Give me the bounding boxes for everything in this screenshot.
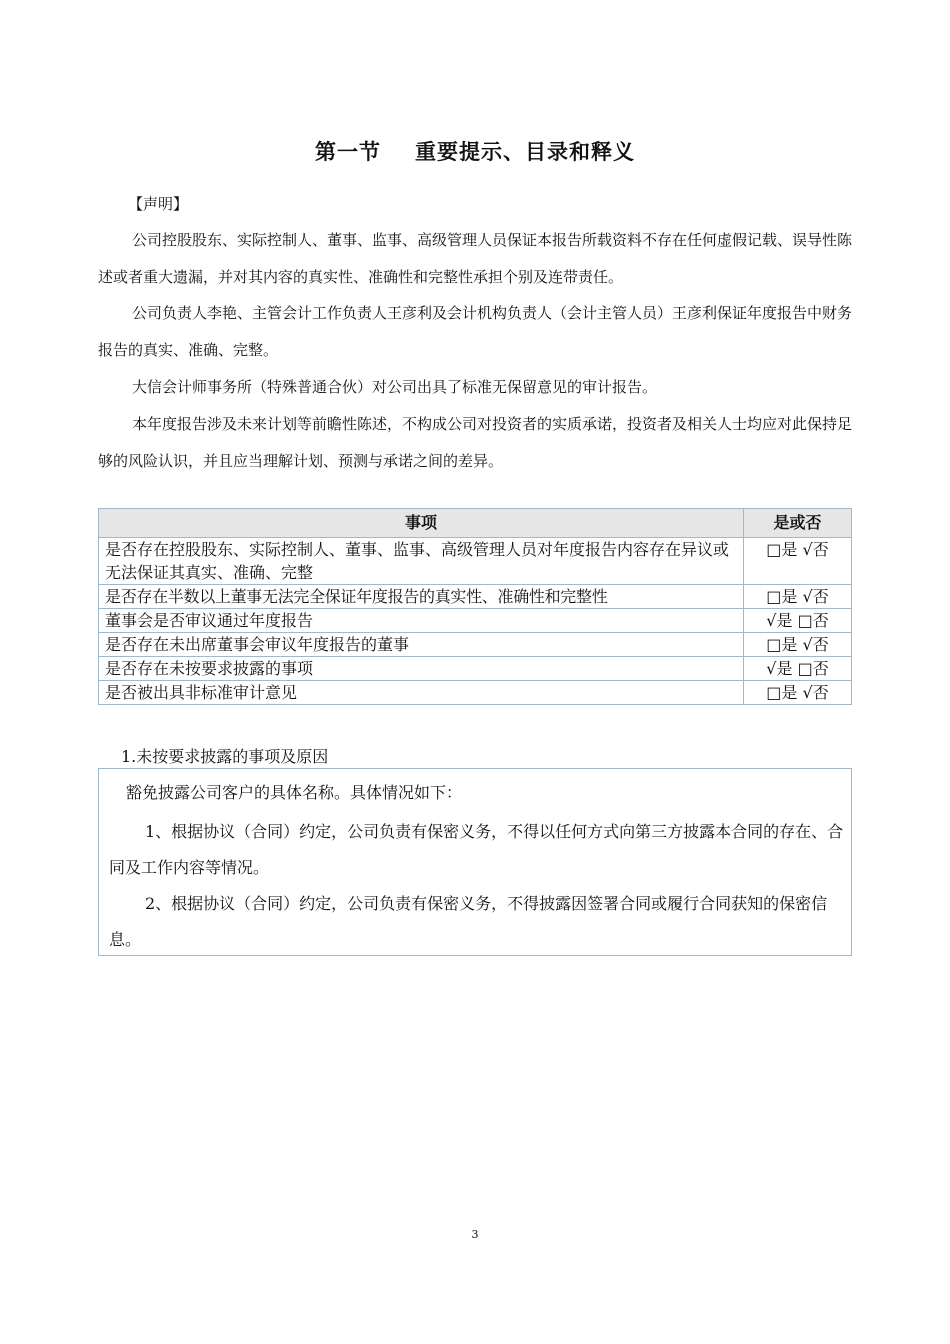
paragraph-responsible-persons: 公司负责人李艳、主管会计工作负责人王彦利及会计机构负责人（会计主管人员）王彦利保证年度报告中财务报告的真实、准确、完整。 [98, 304, 853, 359]
table-row [99, 585, 852, 609]
section-number: 第一节 [315, 140, 381, 164]
row-item: 是否存在未按要求披露的事项 [99, 657, 744, 681]
table-row [99, 657, 852, 681]
table-row [99, 538, 852, 585]
row-item: 董事会是否审议通过年度报告 [99, 609, 744, 633]
undisclosed-intro: 豁免披露公司客户的具体名称。具体情况如下： [126, 783, 463, 802]
undisclosed-point-1: 1、根据协议（合同）约定，公司负责有保密义务，不得以任何方式向第三方披露本合同的存在、合同及工作内容等情况。 [109, 822, 844, 877]
row-answer: □是 √否 [744, 585, 852, 609]
table-header-row [99, 509, 852, 538]
table-row [99, 609, 852, 633]
row-answer: √是 □否 [744, 609, 852, 633]
undisclosed-heading: 1.未按要求披露的事项及原因 [121, 747, 329, 766]
table-row [99, 681, 852, 705]
page-title [0, 136, 950, 166]
table-row [99, 633, 852, 657]
row-item: 是否存在半数以上董事无法完全保证年度报告的真实性、准确性和完整性 [99, 585, 744, 609]
paragraph-guarantee: 公司控股股东、实际控制人、董事、监事、高级管理人员保证本报告所载资料不存在任何虚假记载、误导性陈述或者重大遗漏，并对其内容的真实性、准确性和完整性承担个别及连带责任。 [98, 231, 853, 286]
declaration-label: 【声明】 [128, 195, 189, 213]
header-item: 事项 [99, 509, 744, 538]
paragraph-auditor: 大信会计师事务所（特殊普通合伙）对公司出具了标准无保留意见的审计报告。 [132, 378, 658, 396]
undisclosed-reasons-box [98, 768, 852, 956]
matters-table [98, 508, 852, 705]
row-answer: □是 √否 [744, 633, 852, 657]
page-number: 3 [471, 1228, 479, 1241]
row-answer: √是 □否 [744, 657, 852, 681]
header-yes-no: 是或否 [744, 509, 852, 538]
row-answer: □是 √否 [744, 538, 852, 585]
paragraph-forward-looking: 本年度报告涉及未来计划等前瞻性陈述，不构成公司对投资者的实质承诺，投资者及相关人士均应对此保持足够的风险认识，并且应当理解计划、预测与承诺之间的差异。 [98, 415, 853, 470]
row-item: 是否存在未出席董事会审议年度报告的董事 [99, 633, 744, 657]
section-title: 重要提示、目录和释义 [415, 140, 635, 164]
undisclosed-point-2: 2、根据协议（合同）约定，公司负责有保密义务，不得披露因签署合同或履行合同获知的保密信息。 [109, 894, 828, 949]
row-answer: □是 √否 [744, 681, 852, 705]
row-item: 是否存在控股股东、实际控制人、董事、监事、高级管理人员对年度报告内容存在异议或无法保证其真实、准确、完整 [99, 538, 744, 585]
row-item: 是否被出具非标准审计意见 [99, 681, 744, 705]
